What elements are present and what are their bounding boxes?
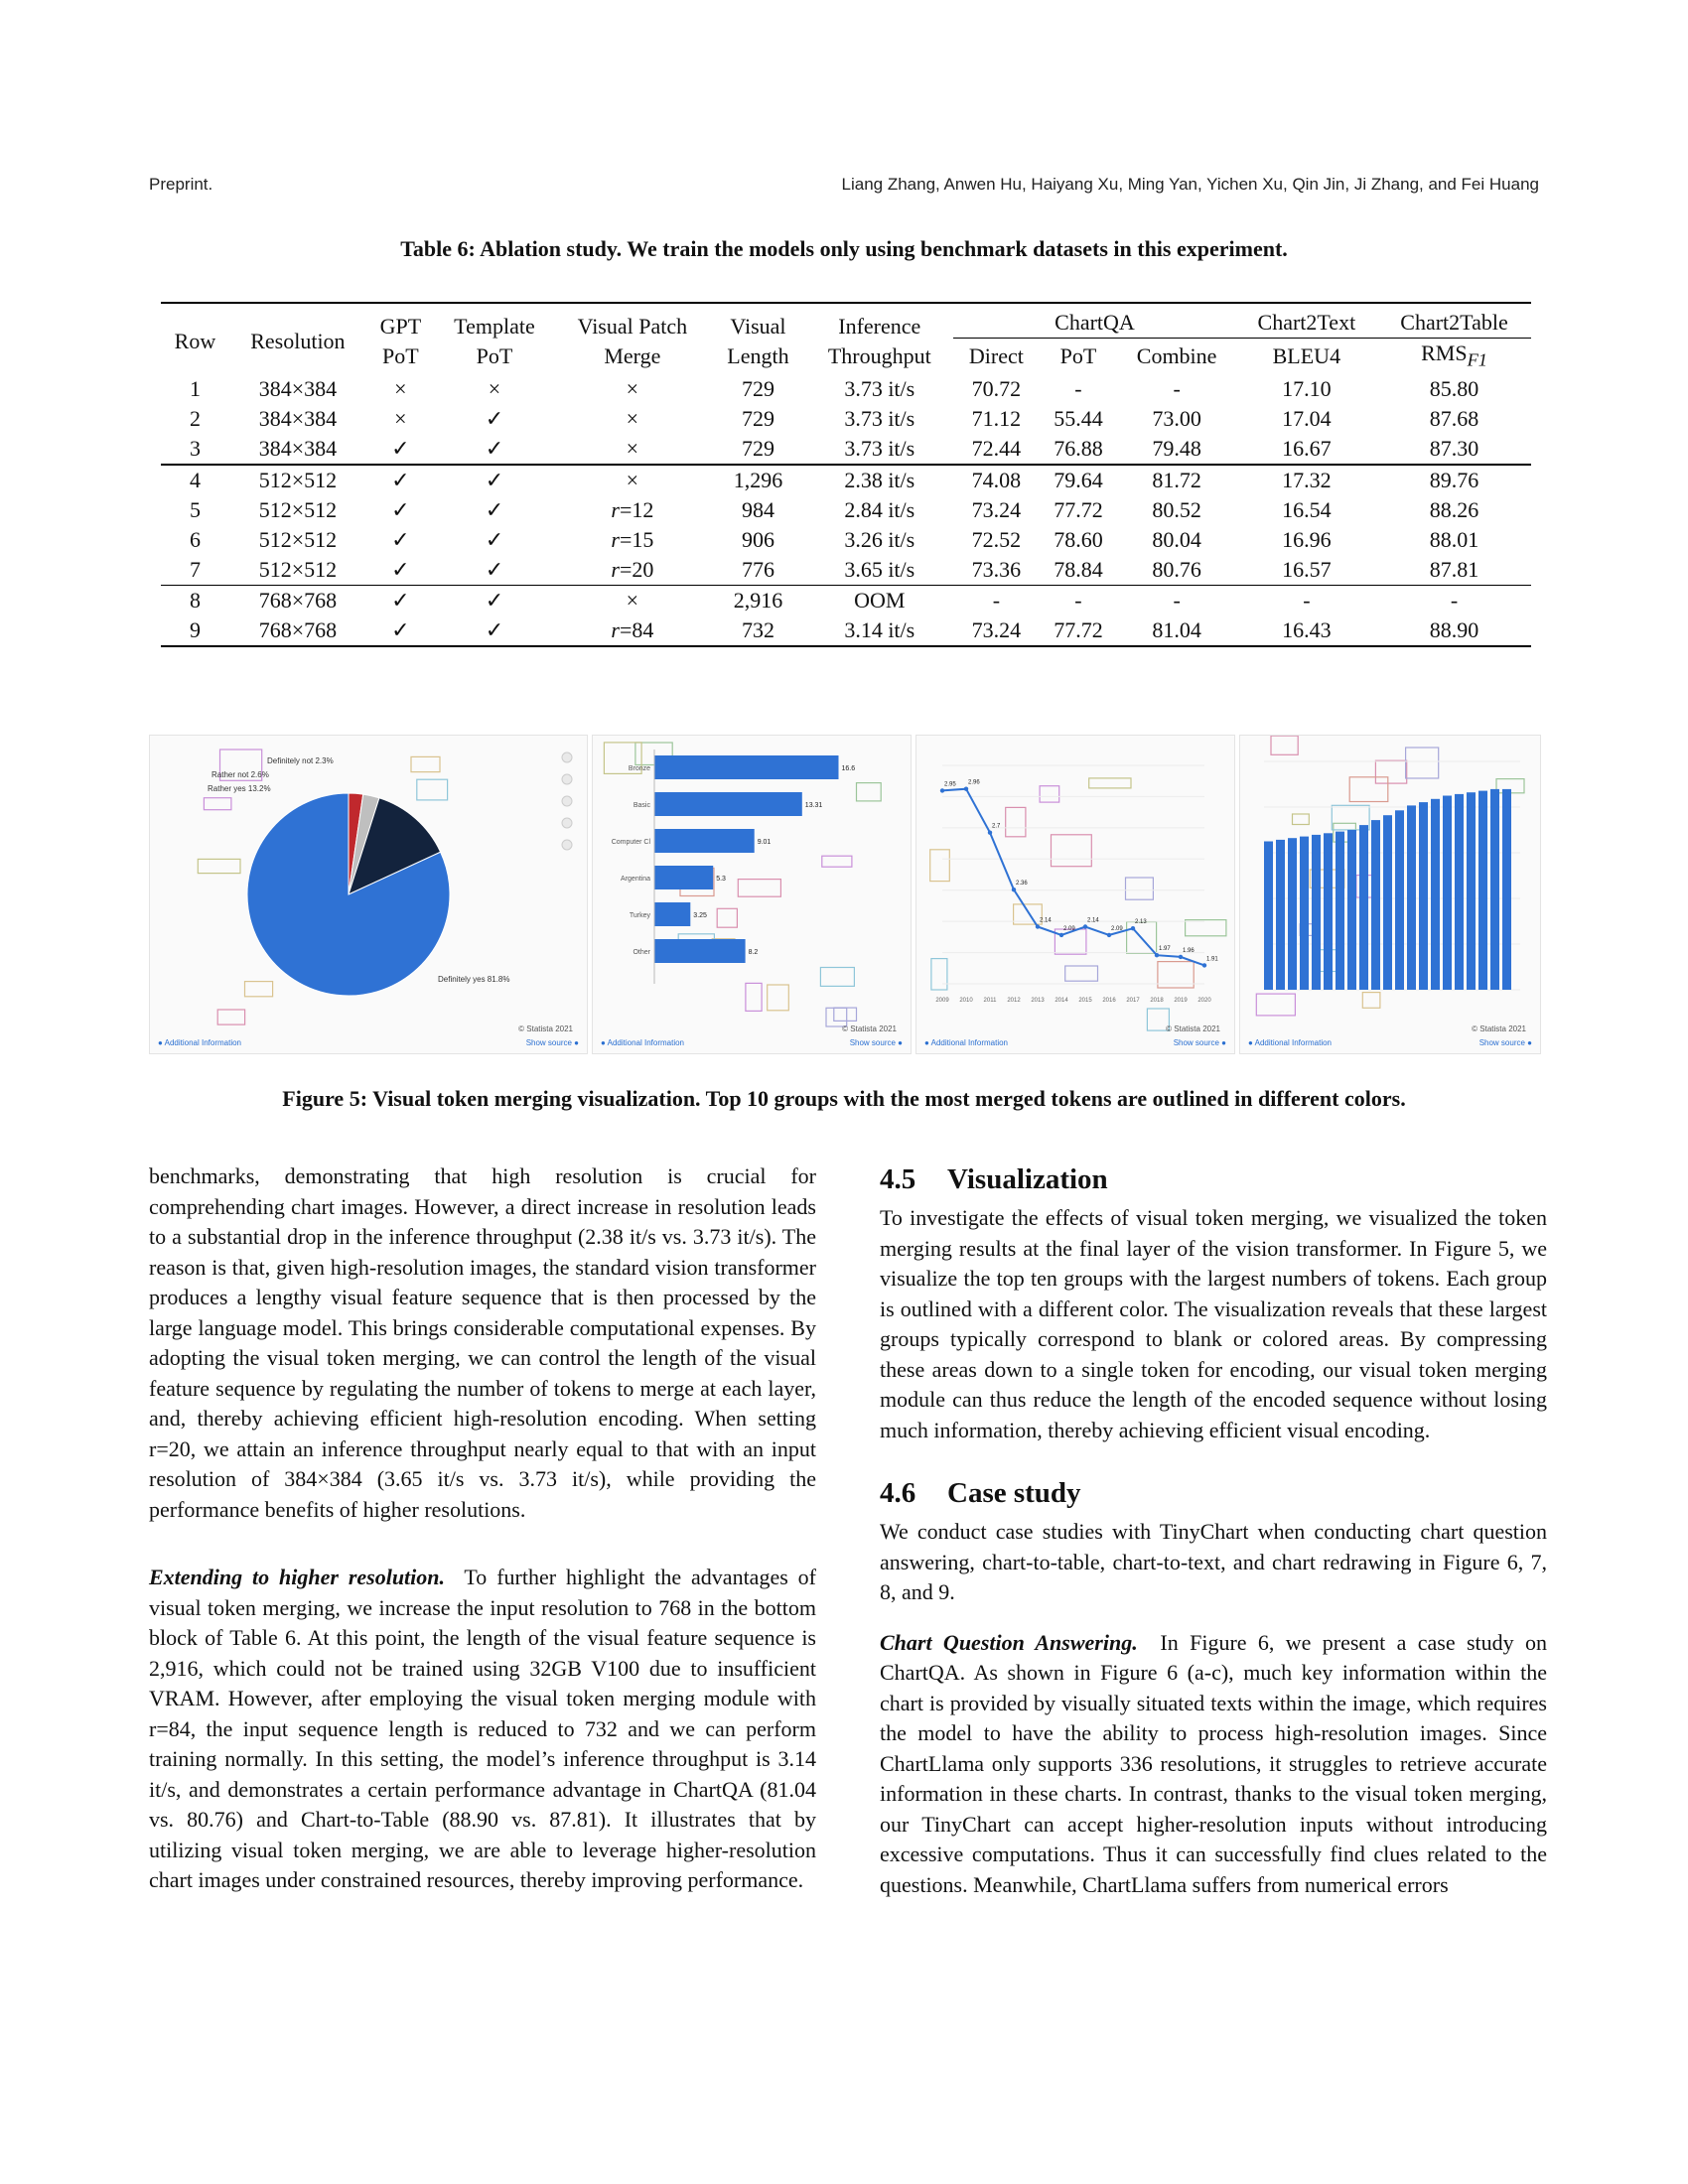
table-cell: 2,916 <box>711 586 806 616</box>
table-cell: ✓ <box>435 615 554 646</box>
table-row <box>161 586 1531 616</box>
table-cell: 2.38 it/s <box>805 465 953 495</box>
table-cell: 73.24 <box>971 497 1022 523</box>
column-bar <box>1407 805 1416 990</box>
paragraph-higher-resolution: Extending to higher resolution. To further highlight the advantages of visual token merging, we increase the input resolution to 768 in the bottom block of Table 6. At this point, the length of the visual feature sequence is 2,916, which could not be trained using 32GB V100 due to insufficient VRAM. However, after employing the visual token merging module with r=84, the input sequence length is reduced to 732 and we can perform training normally. In this setting, the model’s inference throughput is 3.14 it/s, and demonstrates a certain performance advantage in ChartQA (81.04 vs. 80.76) and Chart-to-Table (88.90 vs. 87.81). It illustrates that by utilizing visual token merging, we are able to leverage higher-resolution chart images under constrained resources, thereby improving performance. <box>149 1565 816 1892</box>
table-cell: 3.73 it/s <box>844 436 915 462</box>
column-bar <box>1264 842 1273 991</box>
table-cell: × <box>488 376 501 402</box>
bar-value-label: 9.01 <box>757 839 772 846</box>
table-cell: - <box>953 586 1039 616</box>
table-cell: 4 <box>161 465 229 495</box>
table-cell: 16.54 <box>1282 497 1332 523</box>
line-value-label: 2.36 <box>1016 881 1028 887</box>
table-cell: 512×512 <box>258 497 338 523</box>
panel-line-chart <box>915 735 1235 1054</box>
running-header-left: Preprint. <box>149 175 213 194</box>
column-bar <box>1300 837 1309 990</box>
col-header-row: Row <box>161 303 229 374</box>
table-cell: 512×512 <box>229 465 366 495</box>
table-cell: - <box>1236 586 1377 616</box>
line-value-label: 1.91 <box>1206 956 1218 963</box>
table-cell: × <box>554 586 711 616</box>
column-bar <box>1359 825 1368 990</box>
table-cell: 77.72 <box>1039 615 1117 646</box>
bar <box>654 829 755 853</box>
table-row <box>161 615 1531 646</box>
table-cell: × <box>626 406 639 432</box>
table-cell: 8 <box>161 586 229 616</box>
table-cell: 16.67 <box>1282 436 1332 462</box>
table-cell: 79.64 <box>1039 465 1117 495</box>
merge-group-outline <box>1271 736 1298 754</box>
table-cell: 384×384 <box>258 406 338 432</box>
table-cell: 729 <box>741 436 774 462</box>
statista-credit: © Statista 2021 <box>1472 1024 1526 1033</box>
column-bar <box>1347 830 1356 990</box>
pie-label: Rather not 2.6% <box>211 770 269 779</box>
table-cell: ✓ <box>485 497 504 523</box>
table-row <box>161 465 1531 495</box>
bar <box>654 902 690 926</box>
table-cell: 74.08 <box>953 465 1039 495</box>
column-bar <box>1478 791 1487 990</box>
merge-group-outline <box>746 983 762 1011</box>
table-cell: 16.43 <box>1236 615 1377 646</box>
table-cell: 72.44 <box>971 436 1022 462</box>
x-tick-label: 2015 <box>1078 998 1092 1004</box>
x-tick-label: 2019 <box>1174 998 1188 1004</box>
table-cell: - <box>1074 376 1082 402</box>
col-header-pot: PoT <box>1059 343 1097 369</box>
table-cell: r=15 <box>611 527 654 553</box>
x-tick-label: 2017 <box>1126 998 1140 1004</box>
table-body <box>161 374 1531 646</box>
table-cell: 80.04 <box>1152 527 1201 553</box>
show-source-link: Show source ● <box>1173 1038 1226 1047</box>
table-cell: ✓ <box>435 465 554 495</box>
merge-group-outline <box>1256 994 1295 1016</box>
figure-caption: Figure 5: Visual token merging visualization. Top 10 groups with the most merged tokens are outlined in different colors. <box>282 1086 1406 1111</box>
table-cell: ✓ <box>391 527 410 553</box>
x-tick-label: 2013 <box>1031 998 1045 1004</box>
table-cell: ✓ <box>391 557 410 583</box>
table-cell: ✓ <box>485 527 504 553</box>
table-cell: 776 <box>741 557 774 583</box>
table-cell: 1,296 <box>711 465 806 495</box>
line-point <box>1059 933 1063 937</box>
table-cell: 89.76 <box>1377 465 1531 495</box>
table-cell: 7 <box>189 557 201 583</box>
table-cell: 384×384 <box>258 436 338 462</box>
merge-group-outline <box>1089 778 1131 788</box>
statista-credit: © Statista 2021 <box>518 1024 573 1033</box>
col-header-gpt-pot: GPT PoT <box>366 303 435 374</box>
bar-category-label: Computer Cl <box>611 839 650 846</box>
additional-information-link: ● Additional Information <box>924 1038 1008 1047</box>
bar <box>654 792 802 816</box>
col-header-chart2table: Chart2Table <box>1377 303 1531 339</box>
table-cell: × <box>394 376 407 402</box>
pie-label: Definitely yes 81.8% <box>438 975 510 984</box>
table-cell: 80.52 <box>1152 497 1201 523</box>
table-cell: 73.00 <box>1152 406 1201 432</box>
table-cell: 3.73 it/s <box>844 376 915 402</box>
paragraph-case-study: We conduct case studies with TinyChart when conducting chart question answering, chart-to-table, chart-to-text, and chart redrawing in Figure 6, 7, 8, and 9. <box>880 1519 1547 1604</box>
merge-group-outline <box>204 798 231 810</box>
figure-5 <box>149 735 1539 1052</box>
bar-category-label: Other <box>633 949 650 956</box>
table-cell: ✓ <box>485 406 504 432</box>
table-cell: 85.80 <box>1429 376 1479 402</box>
bar <box>654 939 746 963</box>
column-chart <box>1240 736 1540 1053</box>
column-bar <box>1312 835 1321 990</box>
merge-group-outline <box>834 1008 857 1021</box>
table-cell: 17.10 <box>1282 376 1332 402</box>
merge-group-outline <box>768 985 789 1011</box>
toolbar-icon <box>562 840 572 850</box>
paragraph-visualization: To investigate the effects of visual token merging, we visualized the token merging results at the final layer of the vision transformer. In Figure 5, we visualize the top ten groups with the largest numbers of tokens. Each group is outlined with a different color. The visualization reveals that these largest groups typically correspond to blank or colored areas. By compressing these areas down to a single token for encoding, our visual token merging module can thus reduce the length of the encoded sequence without losing much information, thereby achieving efficient visual encoding. <box>880 1205 1547 1442</box>
merge-group-outline <box>1040 786 1059 802</box>
line-point <box>1083 924 1087 928</box>
x-tick-label: 2010 <box>959 998 973 1004</box>
table-cell: r=84 <box>554 615 711 646</box>
table-cell: - <box>1377 586 1531 616</box>
line-point <box>1131 926 1135 930</box>
table-cell: r=20 <box>611 557 654 583</box>
merge-group-outline <box>931 959 947 990</box>
additional-information-link: ● Additional Information <box>158 1038 241 1047</box>
table-cell: × <box>394 406 407 432</box>
section-4-5-heading: 4.5 Visualization <box>880 1163 1108 1195</box>
table-cell: 3 <box>189 436 201 462</box>
col-header-visual-length: Visual Length <box>711 303 806 374</box>
col-header-throughput: Inference Throughput <box>805 303 953 374</box>
panel-column-chart <box>1239 735 1541 1054</box>
x-tick-label: 2009 <box>935 998 949 1004</box>
table-cell: 76.88 <box>1054 436 1103 462</box>
merge-group-outline <box>1293 814 1310 825</box>
merge-group-outline <box>1349 777 1388 802</box>
table-cell: ✓ <box>366 465 435 495</box>
col-header-template-pot: Template PoT <box>435 303 554 374</box>
merge-group-outline <box>245 982 273 997</box>
x-tick-label: 2014 <box>1055 998 1068 1004</box>
line-point <box>1012 887 1016 891</box>
bar <box>654 755 839 779</box>
line-value-label: 2.14 <box>1040 917 1052 924</box>
right-column <box>880 1161 1547 1900</box>
table-cell: 88.01 <box>1429 527 1479 553</box>
line-value-label: 1.96 <box>1183 947 1195 954</box>
bar-category-label: Argentina <box>621 876 650 883</box>
table-cell: 55.44 <box>1054 406 1103 432</box>
table-cell: 17.32 <box>1236 465 1377 495</box>
table-cell: 384×384 <box>258 376 338 402</box>
line-point <box>1202 963 1206 967</box>
table-cell: 81.04 <box>1118 615 1236 646</box>
line-point <box>964 787 968 791</box>
show-source-link: Show source ● <box>849 1038 903 1047</box>
table-cell: ✓ <box>366 586 435 616</box>
x-tick-label: 2012 <box>1007 998 1021 1004</box>
table-cell: ✓ <box>391 436 410 462</box>
table-cell: 87.68 <box>1429 406 1479 432</box>
ablation-table <box>161 302 1531 647</box>
merge-group-outline <box>930 850 950 882</box>
x-tick-label: 2020 <box>1197 998 1211 1004</box>
table-cell: 2 <box>189 406 201 432</box>
merge-group-outline <box>820 968 854 987</box>
merge-group-outline <box>1006 807 1026 836</box>
column-bar <box>1431 799 1440 990</box>
table-row <box>161 374 1531 404</box>
table-cell: - <box>1118 586 1236 616</box>
table-row <box>161 404 1531 434</box>
bar <box>654 866 713 889</box>
bar-category-label: Turkey <box>629 912 650 919</box>
table-cell: 732 <box>711 615 806 646</box>
table-cell: ✓ <box>485 557 504 583</box>
paragraph-chartqa: Chart Question Answering. In Figure 6, we present a case study on ChartQA. As shown in Figure 6 (a-c), much key information within the chart is provided by visually situated texts within the image, which requires the model to have the ability to process high-resolution images. Since ChartLlama only supports 336 resolutions, it struggles to retrieve accurate information in these charts. In contrast, thanks to the visual token merging, our TinyChart can accept higher-resolution inputs without introducing excessive computations. Thus it can successfully find clues related to the questions. Meanwhile, ChartLlama suffers from numerical errors <box>880 1629 1547 1897</box>
x-tick-label: 2016 <box>1102 998 1116 1004</box>
show-source-link: Show source ● <box>525 1038 579 1047</box>
bar-value-label: 13.31 <box>804 802 823 809</box>
toolbar-icon <box>562 818 572 828</box>
table-cell: 73.36 <box>971 557 1022 583</box>
merge-group-outline <box>857 783 882 801</box>
column-bar <box>1276 840 1285 990</box>
line-value-label: 2.13 <box>1135 919 1147 926</box>
table-cell: 87.30 <box>1429 436 1479 462</box>
table-cell: 906 <box>741 527 774 553</box>
line-value-label: 2.09 <box>1063 925 1075 932</box>
table-cell: - <box>1173 376 1181 402</box>
bar-category-label: Basic <box>633 802 650 809</box>
merge-group-outline <box>1406 748 1439 778</box>
line-value-label: 2.7 <box>992 823 1001 830</box>
line-value-label: 2.96 <box>968 779 980 786</box>
merge-group-outline <box>1186 920 1226 936</box>
table-cell: 1 <box>189 376 201 402</box>
column-bar <box>1419 802 1428 990</box>
table-cell: 768×768 <box>229 586 366 616</box>
table-cell: 88.90 <box>1377 615 1531 646</box>
column-bar <box>1395 810 1404 990</box>
col-header-resolution: Resolution <box>229 303 366 374</box>
statista-credit: © Statista 2021 <box>1166 1024 1220 1033</box>
bar-value-label: 16.6 <box>841 765 856 772</box>
table-cell: ✓ <box>485 436 504 462</box>
col-header-bleu4: BLEU4 <box>1272 343 1341 369</box>
line-chart <box>916 736 1234 1053</box>
line-point <box>988 831 992 835</box>
merge-group-outline <box>1126 878 1154 899</box>
column-bar <box>1443 796 1452 991</box>
table-row <box>161 525 1531 555</box>
col-header-combine: Combine <box>1136 343 1217 369</box>
line-series <box>942 789 1204 966</box>
table-cell: 80.76 <box>1152 557 1201 583</box>
column-bar <box>1288 838 1297 990</box>
bar-category-label: Bronze <box>628 765 650 772</box>
table-cell: × <box>554 465 711 495</box>
table-cell: ✓ <box>391 497 410 523</box>
table-cell: 9 <box>161 615 229 646</box>
table-caption: Table 6: Ablation study. We train the models only using benchmark datasets in this experiment. <box>400 236 1288 261</box>
table-cell: 768×768 <box>229 615 366 646</box>
paragraph-resolution-discussion: benchmarks, demonstrating that high resolution is crucial for comprehending chart images. However, a direct increase in resolution leads to a substantial drop in the inference throughput (2.38 it/s vs. 3.73 it/s). The reason is that, given high-resolution images, the standard vision transformer produces a lengthy visual feature sequence that is then processed by the large language model. This brings considerable computational expenses. By adopting the visual token merging, we can control the length of the visual feature sequence by regulating the number of tokens to merge at each layer, and, thereby achieving efficient high-resolution encoding. When setting r=20, we attain an inference throughput nearly equal to that with an input resolution of 384×384 (3.65 it/s vs. 3.73 it/s), while providing the performance benefits of higher resolutions. <box>149 1163 816 1522</box>
line-point <box>1107 933 1111 937</box>
running-header-authors: Liang Zhang, Anwen Hu, Haiyang Xu, Ming Yan, Yichen Xu, Qin Jin, Ji Zhang, and Fei Huang <box>841 175 1539 194</box>
show-source-link: Show source ● <box>1478 1038 1532 1047</box>
table-cell: × <box>626 376 639 402</box>
column-bar <box>1324 833 1333 990</box>
panel-pie-chart <box>149 735 588 1054</box>
merge-group-outline <box>198 859 240 873</box>
line-value-label: 1.97 <box>1159 946 1171 953</box>
merge-group-outline <box>411 756 440 771</box>
table-cell: 512×512 <box>258 527 338 553</box>
x-tick-label: 2018 <box>1150 998 1164 1004</box>
table-cell: 81.72 <box>1118 465 1236 495</box>
line-point <box>1155 953 1159 957</box>
merge-group-outline <box>1055 929 1086 954</box>
line-point <box>1036 924 1040 928</box>
bar-value-label: 5.3 <box>716 876 726 883</box>
line-value-label: 2.95 <box>944 781 956 788</box>
column-bar <box>1371 820 1380 990</box>
table-cell: 729 <box>741 376 774 402</box>
column-bar <box>1336 832 1344 990</box>
table-cell: 5 <box>189 497 201 523</box>
pie-chart <box>150 736 587 1053</box>
table-cell: 16.57 <box>1282 557 1332 583</box>
line-point <box>1179 955 1183 959</box>
table-cell: 70.72 <box>971 376 1022 402</box>
table-row <box>161 555 1531 586</box>
table-cell: 78.84 <box>1054 557 1103 583</box>
col-header-chartqa: ChartQA <box>953 303 1235 339</box>
column-bar <box>1490 789 1499 990</box>
additional-information-link: ● Additional Information <box>1248 1038 1332 1047</box>
bar-value-label: 3.25 <box>693 912 707 919</box>
table-cell: 729 <box>741 406 774 432</box>
table-cell: 6 <box>189 527 201 553</box>
table-cell: 73.24 <box>953 615 1039 646</box>
merge-group-outline <box>1065 966 1098 981</box>
pie-label: Rather yes 13.2% <box>208 784 271 793</box>
table-cell: 3.26 it/s <box>844 527 915 553</box>
statista-credit: © Statista 2021 <box>842 1024 897 1033</box>
x-tick-label: 2011 <box>983 998 997 1004</box>
col-header-direct: Direct <box>968 343 1024 369</box>
col-header-chart2text: Chart2Text <box>1236 303 1377 339</box>
toolbar-icon <box>562 752 572 762</box>
table-cell: 72.52 <box>971 527 1022 553</box>
merge-group-outline <box>1362 993 1380 1009</box>
table-cell: 71.12 <box>971 406 1022 432</box>
table-row <box>161 434 1531 465</box>
table-cell: 984 <box>741 497 774 523</box>
table-cell: × <box>626 436 639 462</box>
merge-group-outline <box>738 880 780 897</box>
table-cell: 79.48 <box>1152 436 1201 462</box>
column-bar <box>1383 815 1392 990</box>
table-cell: 3.14 it/s <box>805 615 953 646</box>
column-bar <box>1502 789 1511 990</box>
merge-group-outline <box>417 779 448 800</box>
merge-group-outline <box>217 1010 244 1024</box>
table-cell: 77.72 <box>1054 497 1103 523</box>
table-cell: 3.73 it/s <box>844 406 915 432</box>
panel-bar-chart <box>592 735 912 1054</box>
column-bar <box>1467 792 1476 990</box>
table-cell: 512×512 <box>258 557 338 583</box>
table-cell: 16.96 <box>1282 527 1332 553</box>
table-cell: 88.26 <box>1429 497 1479 523</box>
table-cell: 87.81 <box>1429 557 1479 583</box>
table-cell: 17.04 <box>1282 406 1332 432</box>
merge-group-outline <box>717 908 737 927</box>
merge-group-outline <box>1052 835 1092 867</box>
merge-group-outline <box>1375 760 1406 783</box>
line-value-label: 2.14 <box>1087 917 1099 924</box>
bar-value-label: 8.2 <box>748 949 759 956</box>
left-column <box>149 1161 816 1896</box>
bar-chart <box>593 736 911 1053</box>
toolbar-icon <box>562 796 572 806</box>
line-point <box>940 788 944 792</box>
table-cell: r=12 <box>611 497 654 523</box>
toolbar-icon <box>562 774 572 784</box>
section-4-6-heading: 4.6 Case study <box>880 1477 1081 1509</box>
additional-information-link: ● Additional Information <box>601 1038 684 1047</box>
line-value-label: 2.09 <box>1111 925 1123 932</box>
table-row <box>161 495 1531 525</box>
table-cell: 78.60 <box>1054 527 1103 553</box>
table-cell: ✓ <box>435 586 554 616</box>
table-cell: - <box>1039 586 1117 616</box>
table-cell: 2.84 it/s <box>844 497 915 523</box>
merge-group-outline <box>822 856 852 867</box>
col-header-visual-patch-merge: Visual Patch Merge <box>554 303 711 374</box>
col-header-rms: $RMS_{F1}$ <box>1421 341 1487 370</box>
column-bar <box>1455 794 1464 990</box>
table-cell: OOM <box>805 586 953 616</box>
table-cell: 3.65 it/s <box>844 557 915 583</box>
table-cell: ✓ <box>366 615 435 646</box>
pie-label: Definitely not 2.3% <box>267 756 334 765</box>
